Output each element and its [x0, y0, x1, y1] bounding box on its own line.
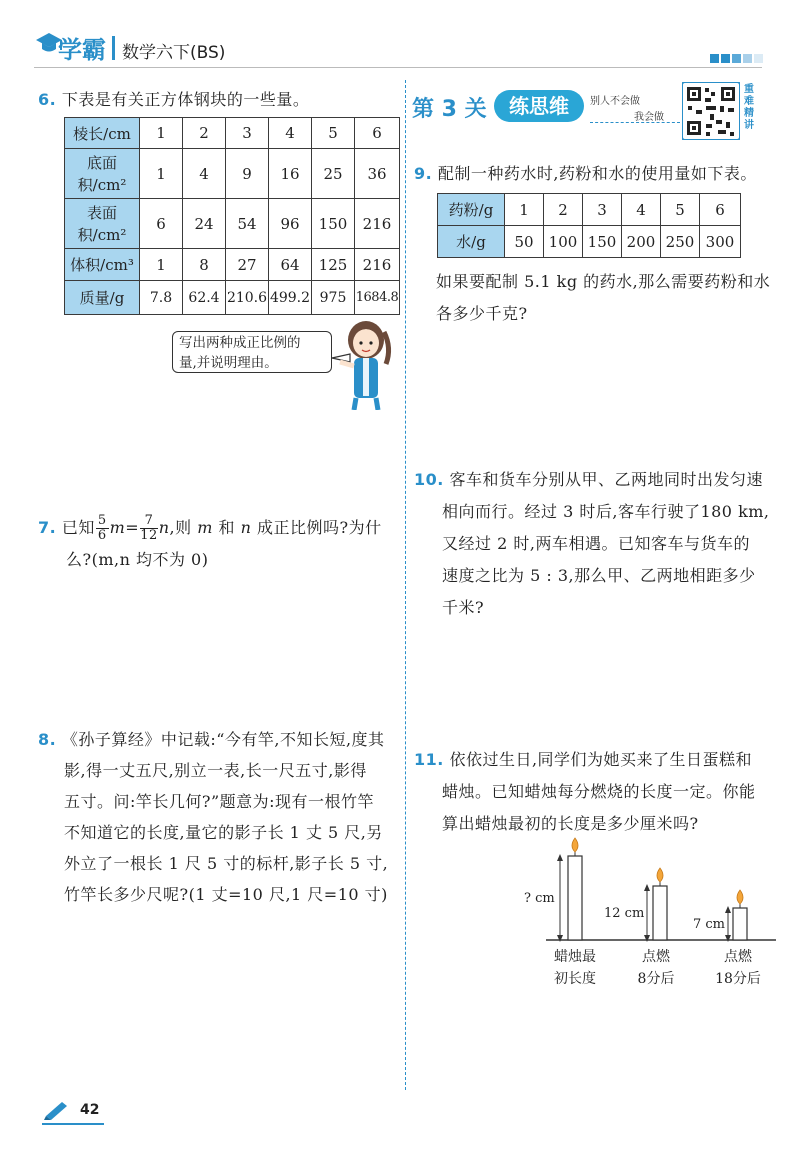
qr-code-icon[interactable]: [682, 82, 740, 140]
table-cell: 975: [312, 281, 355, 315]
table-cell: 150: [312, 199, 355, 249]
table-cell: 6: [140, 199, 183, 249]
brand-logo: 学霸: [58, 36, 106, 64]
table-row: [65, 118, 400, 149]
table-cell: 36: [355, 149, 400, 199]
table-cell: 200: [622, 226, 661, 258]
table-cell: 5: [312, 118, 355, 149]
row-header: 棱长/cm: [65, 118, 140, 149]
table-cell: 300: [700, 226, 741, 258]
table-cell: 54: [226, 199, 269, 249]
girl-illustration: [330, 318, 396, 410]
fraction: $\frac{5}{6}$: [97, 513, 107, 543]
table-cell: 2: [544, 194, 583, 226]
table-cell: 499.2: [269, 281, 312, 315]
level-note-2: 我会做: [634, 112, 664, 123]
candle-initial: [557, 838, 582, 942]
table-cell: 24: [183, 199, 226, 249]
column-divider: [405, 80, 406, 1090]
table-cell: 8: [183, 249, 226, 281]
table-row: [65, 281, 400, 315]
candle-1-caption: 蜡烛最 初长度: [554, 949, 596, 987]
table-row: [65, 199, 400, 249]
table-cell: 125: [312, 249, 355, 281]
table-cell: 5: [661, 194, 700, 226]
table-cell: 6: [355, 118, 400, 149]
candle-3-caption: 点燃 18分后: [715, 949, 761, 987]
table-cell: 4: [622, 194, 661, 226]
level-banner: [412, 82, 762, 142]
table-cell: 7.8: [140, 281, 183, 315]
medicine-table: [437, 193, 741, 258]
level-label: 第 3 关: [412, 97, 487, 122]
header-rule: [34, 67, 762, 68]
question-11: 11. 依依过生日,同学们为她买来了生日蛋糕和 蜡烛。已知蜡烛每分燃烧的长度一定。你能 算出蜡烛最初的长度是多少厘米吗?: [414, 750, 756, 833]
candle-2-caption: 点燃 8分后: [637, 949, 675, 987]
table-cell: 25: [312, 149, 355, 199]
table-cell: 1: [140, 118, 183, 149]
question-number: 7.: [38, 518, 57, 537]
table-row: [65, 249, 400, 281]
row-header: 体积/cm³: [65, 249, 140, 281]
table-cell: 3: [226, 118, 269, 149]
candle-1-measure: ? cm: [524, 891, 555, 906]
table-cell: 4: [183, 149, 226, 199]
table-cell: 62.4: [183, 281, 226, 315]
table-cell: 3: [583, 194, 622, 226]
question-number: 10.: [414, 470, 444, 489]
candle-3-measure: 7 cm: [693, 917, 726, 932]
question-number: 6.: [38, 90, 57, 109]
table-cell: 2: [183, 118, 226, 149]
row-header: 质量/g: [65, 281, 140, 315]
header-squares: [710, 48, 763, 67]
table-cell: 1: [505, 194, 544, 226]
brand-divider: [112, 36, 115, 60]
question-9: [414, 158, 784, 190]
question-8: 8. 《孙子算经》中记载:“今有竿,不知长短,度其 影,得一丈五尺,别立一表,长一尺五寸,影得 五寸。问:竿长几何?”题意为:现有一根竹竿 不知道它的长度,量它的影子长 1 丈 5 尺,另 外立了一根长 1 尺 5 寸的标杆,影子长 5 寸, 竹竿长多少尺呢?(1 丈=10 尺,1 尺=10 寸): [38, 730, 389, 904]
table-cell: 1: [140, 149, 183, 199]
table-cell: 210.6: [226, 281, 269, 315]
table-row: [438, 194, 741, 226]
fraction: $\frac{7}{12}$: [140, 513, 158, 543]
table-cell: 150: [583, 226, 622, 258]
table-cell: 216: [355, 199, 400, 249]
question-text: 下表是有关正方体钢块的一些量。: [61, 90, 310, 109]
question-text: 配制一种药水时,药粉和水的使用量如下表。: [437, 164, 757, 183]
table-cell: 4: [269, 118, 312, 149]
level-underline: [590, 122, 680, 123]
question-number: 8.: [38, 730, 57, 749]
table-row: [65, 149, 400, 199]
candle-diagram: [516, 836, 778, 942]
level-badge: 练思维: [494, 90, 584, 122]
table-cell: 27: [226, 249, 269, 281]
subject-title: 数学六下(BS): [122, 43, 226, 63]
row-header: 水/g: [438, 226, 505, 258]
question-9-body: 如果要配制 5.1 kg 的药水,那么需要药粉和水 各多少千克?: [436, 272, 771, 323]
table-cell: 1: [140, 249, 183, 281]
table-row: [438, 226, 741, 258]
candle-after-18min: [725, 890, 747, 942]
pencil-icon: [42, 1100, 70, 1120]
table-cell: 6: [700, 194, 741, 226]
table-cell: 96: [269, 199, 312, 249]
question-7: 7. 已知 $\frac{5}{6}$ m= $\frac{7}{12}$ n,则 m 和 n 成正比例吗?为什 么?(m,n 均不为 0): [38, 513, 382, 569]
candle-2-measure: 12 cm: [604, 906, 645, 921]
level-note-1: 别人不会做: [590, 96, 640, 107]
table-cell: 216: [355, 249, 400, 281]
page-number: 42: [80, 1102, 100, 1118]
question-number: 9.: [414, 164, 433, 183]
qr-side-label: 重 难 精 讲: [744, 84, 754, 131]
table-cell: 1684.8: [355, 281, 400, 315]
cube-table: [64, 117, 400, 315]
header: [0, 0, 800, 70]
candle-after-8min: [644, 868, 667, 942]
row-header: 表面 积/cm²: [65, 199, 140, 249]
question-6: [38, 84, 398, 116]
table-cell: 9: [226, 149, 269, 199]
question-number: 11.: [414, 750, 444, 769]
table-cell: 250: [661, 226, 700, 258]
footer-rule: [42, 1123, 104, 1125]
table-cell: 50: [505, 226, 544, 258]
row-header: 底面 积/cm²: [65, 149, 140, 199]
table-cell: 100: [544, 226, 583, 258]
speech-bubble: 写出两种成正比例的 量,并说明理由。: [172, 331, 332, 373]
question-10: 10. 客车和货车分别从甲、乙两地同时出发匀速 相向而行。经过 3 时后,客车行驶了180 km, 又经过 2 时,两车相遇。已知客车与货车的 速度之比为 5 : 3,那么甲、乙两地相距多少 千米?: [414, 470, 770, 617]
row-header: 药粉/g: [438, 194, 505, 226]
table-cell: 64: [269, 249, 312, 281]
table-cell: 16: [269, 149, 312, 199]
